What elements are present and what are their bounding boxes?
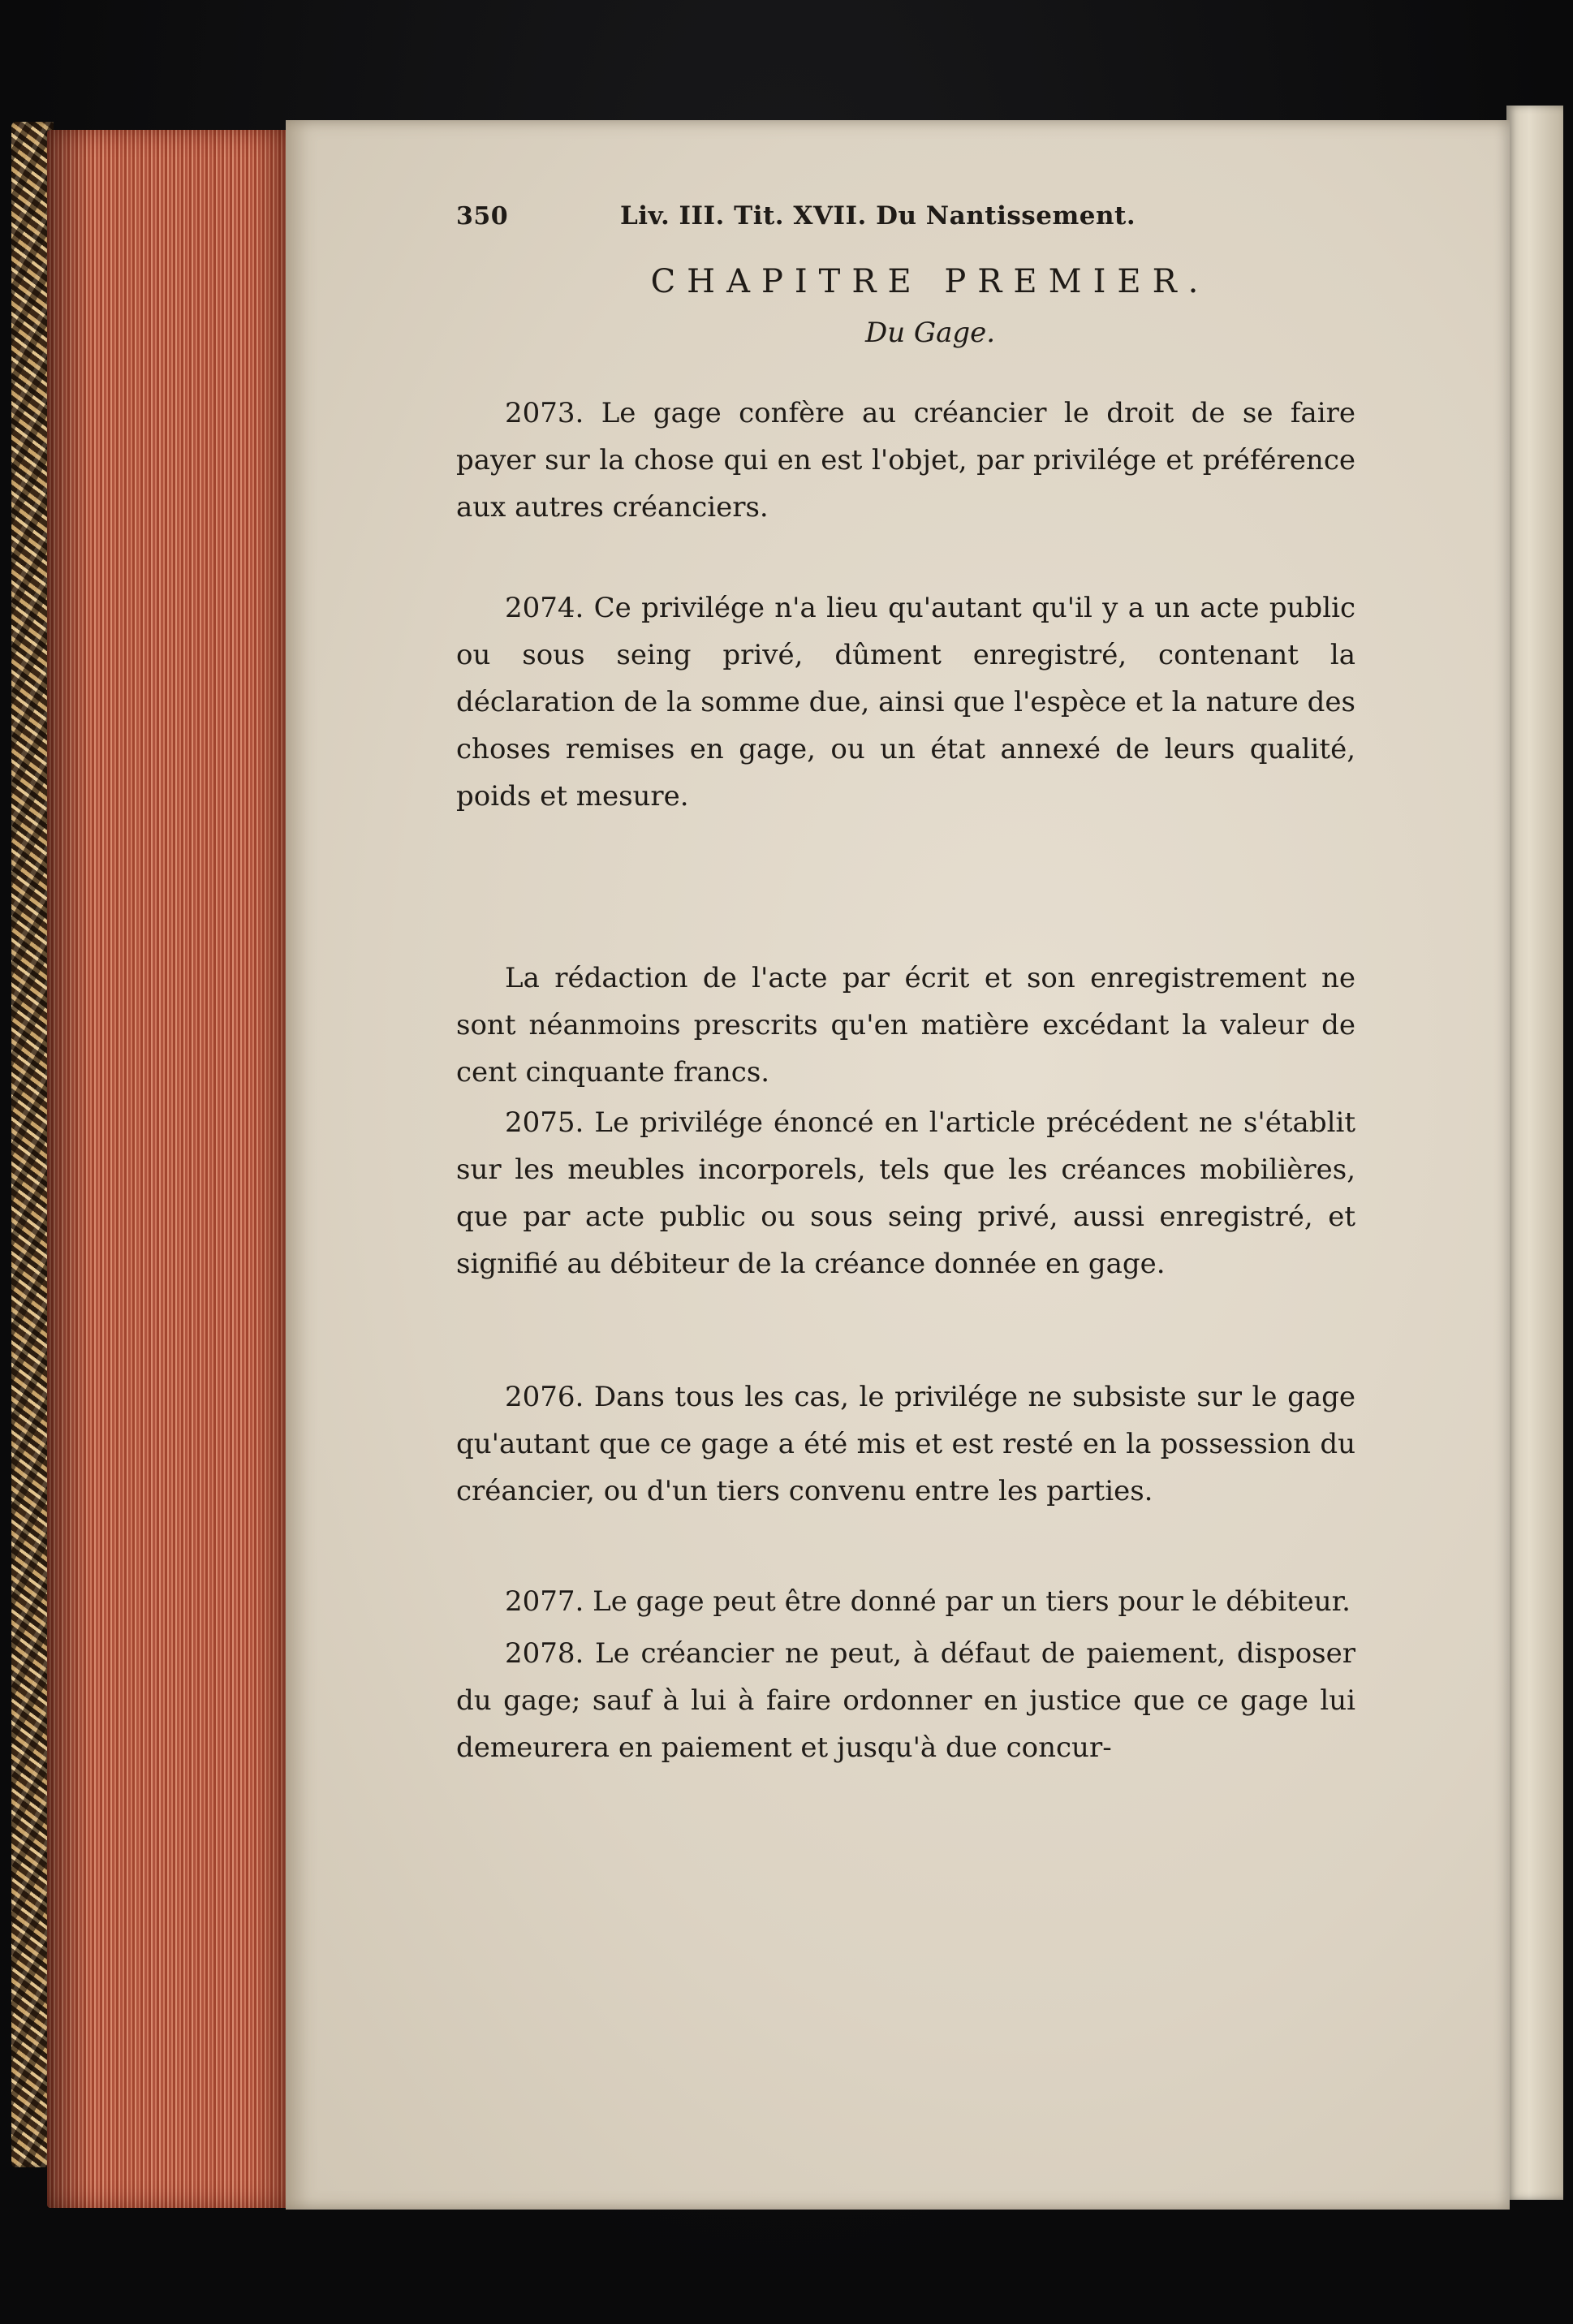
article-2076: 2076. Dans tous les cas, le privilége ne subsiste sur le gage qu'autant que ce gage a été mis et est resté en la possession du créancier, ou d'un tiers convenu entre les parties. bbox=[456, 1381, 1355, 1507]
running-head bbox=[456, 201, 1355, 245]
running-head-title: Liv. III. Tit. XVII. Du Nantissement. bbox=[620, 201, 1136, 231]
article-2073: 2073. Le gage confère au créancier le droit de se faire payer sur la chose qui en est l'objet, par privilége et préférence aux autres créanciers. bbox=[456, 397, 1355, 524]
article-2077: 2077. Le gage peut être donné par un tiers pour le débiteur. bbox=[505, 1585, 1351, 1618]
article-2078: 2078. Le créancier ne peut, à défaut de paiement, disposer du gage; sauf à lui à faire ordonner en justice que ce gage lui demeurera en paiement et jusqu'à due concur- bbox=[456, 1637, 1355, 1764]
book-page bbox=[286, 120, 1510, 2210]
section-title: Du Gage. bbox=[864, 317, 996, 349]
article-2074: 2074. Ce privilége n'a lieu qu'autant qu'il y a un acte public ou sous seing privé, dûment enregistré, contenant la déclaration de la somme due, ainsi que l'espèce et la nature des choses remises en gage, ou un état annexé de leurs qualité, poids et mesure. bbox=[456, 592, 1355, 813]
article-2075: 2075. Le privilége énoncé en l'article précédent ne s'établit sur les meubles incorporels, tels que les créances mobilières, que par acte public ou sous seing privé, aussi enregistré, et signifié au débiteur de la créance donnée en gage. bbox=[456, 1106, 1355, 1280]
chapter-title: CHAPITRE PREMIER. bbox=[650, 263, 1210, 300]
page-stack-fore-edge bbox=[47, 130, 291, 2208]
paragraph-redaction: La rédaction de l'acte par écrit et son enregistrement ne sont néanmoins prescrits qu'en matière excédant la valeur de cent cinquante francs. bbox=[456, 962, 1355, 1089]
next-leaf-edge bbox=[1506, 106, 1563, 2200]
page-number: 350 bbox=[456, 202, 509, 231]
page-text-block bbox=[456, 201, 1355, 1771]
